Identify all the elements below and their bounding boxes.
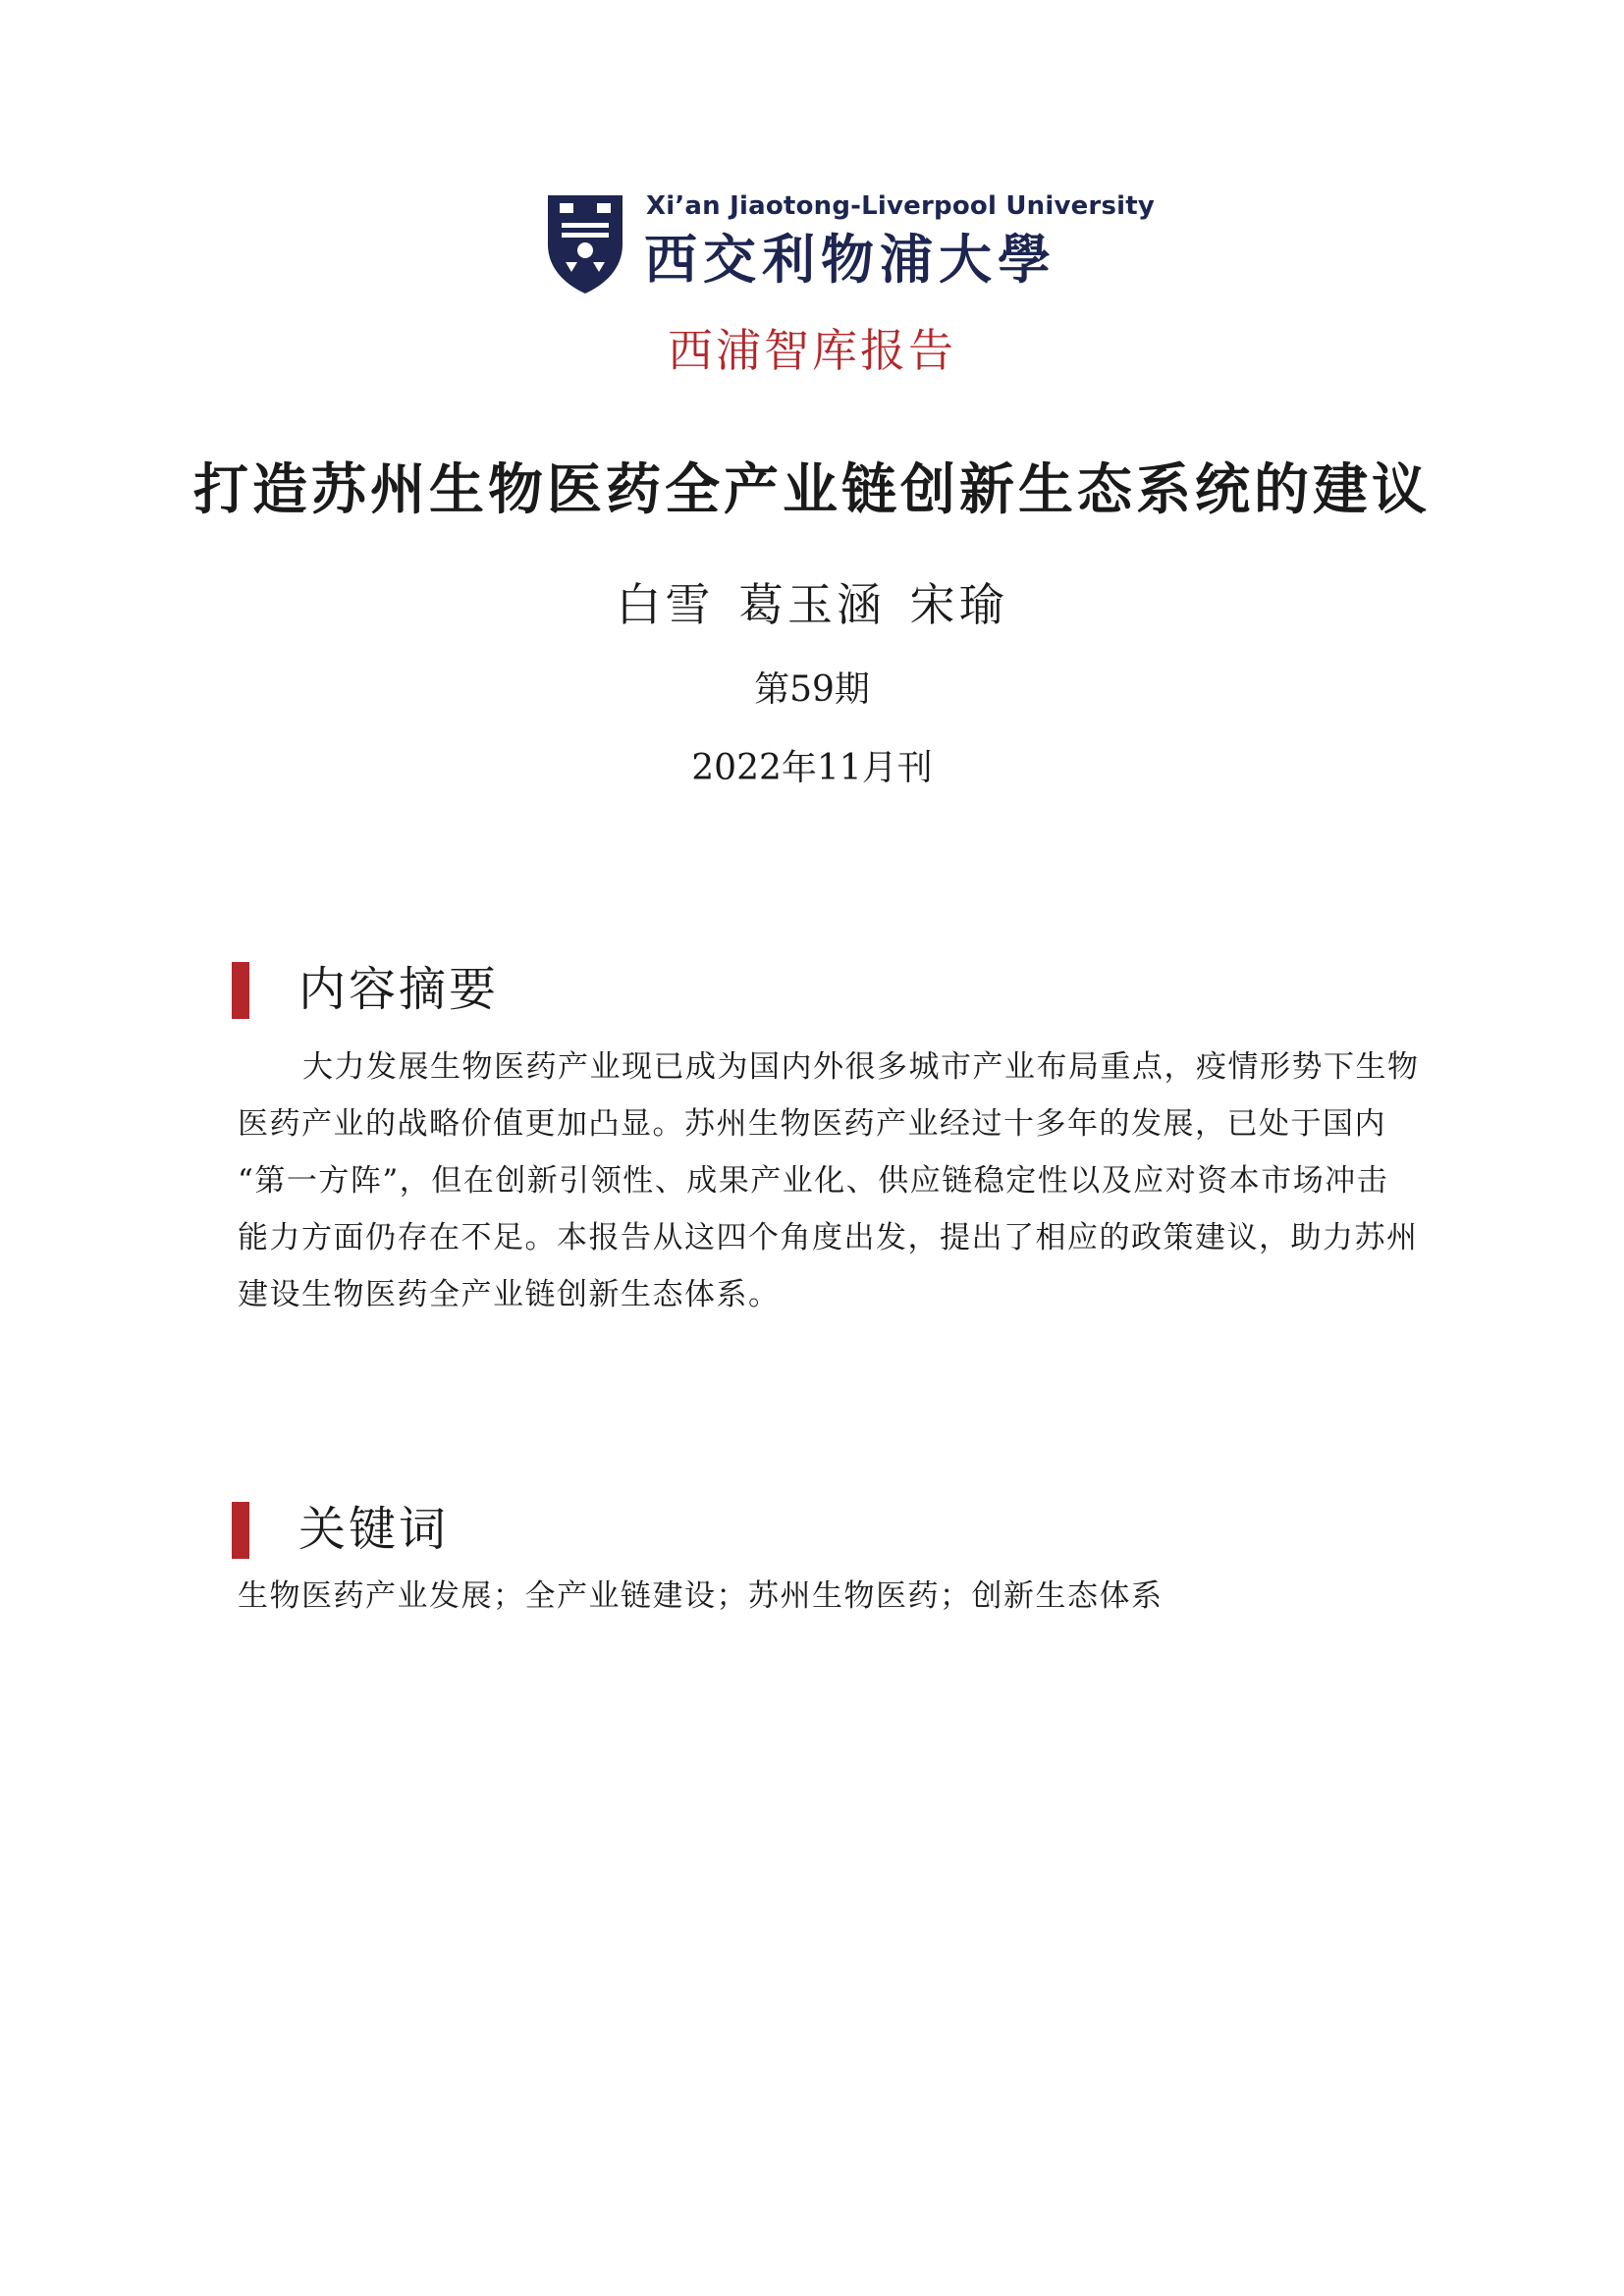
abstract-line: 医药产业的战略价值更加凸显。苏州生物医药产业经过十多年的发展，已处于国内 (238, 1106, 1386, 1142)
report-series: 西浦智库报告 (668, 324, 956, 377)
report-title: 打造苏州生物医药全产业链创新生态系统的建议 (193, 457, 1431, 522)
report-date: 2022年11月刊 (691, 748, 933, 788)
report-authors: 白雪 葛玉涵 宋瑜 (616, 578, 1008, 631)
abstract-line: “第一方阵”，但在创新引领性、成果产业化、供应链稳定性以及应对资本市场冲击 (238, 1163, 1389, 1199)
abstract-heading: 内容摘要 (298, 962, 500, 1017)
abstract-line: 大力发展生物医药产业现已成为国内外很多城市产业布局重点，疫情形势下生物 (302, 1049, 1420, 1085)
keywords-text: 生物医药产业发展；全产业链建设；苏州生物医药；创新生态体系 (238, 1578, 1164, 1614)
university-logo (546, 191, 1156, 299)
keywords-heading-bar (232, 1502, 249, 1559)
abstract-heading-bar (232, 962, 249, 1019)
report-issue: 第59期 (754, 669, 870, 710)
university-name-en: Xi’an Jiaotong-Liverpool University (646, 191, 1156, 221)
keywords-heading: 关键词 (298, 1502, 450, 1557)
university-name-cn: 西交利物浦大學 (644, 229, 1056, 291)
abstract-body (238, 1039, 1449, 1323)
university-crest-icon (546, 193, 624, 295)
abstract-line: 建设生物医药全产业链创新生态体系。 (238, 1277, 781, 1312)
abstract-line: 能力方面仍存在不足。本报告从这四个角度出发，提出了相应的政策建议，助力苏州 (238, 1220, 1419, 1255)
